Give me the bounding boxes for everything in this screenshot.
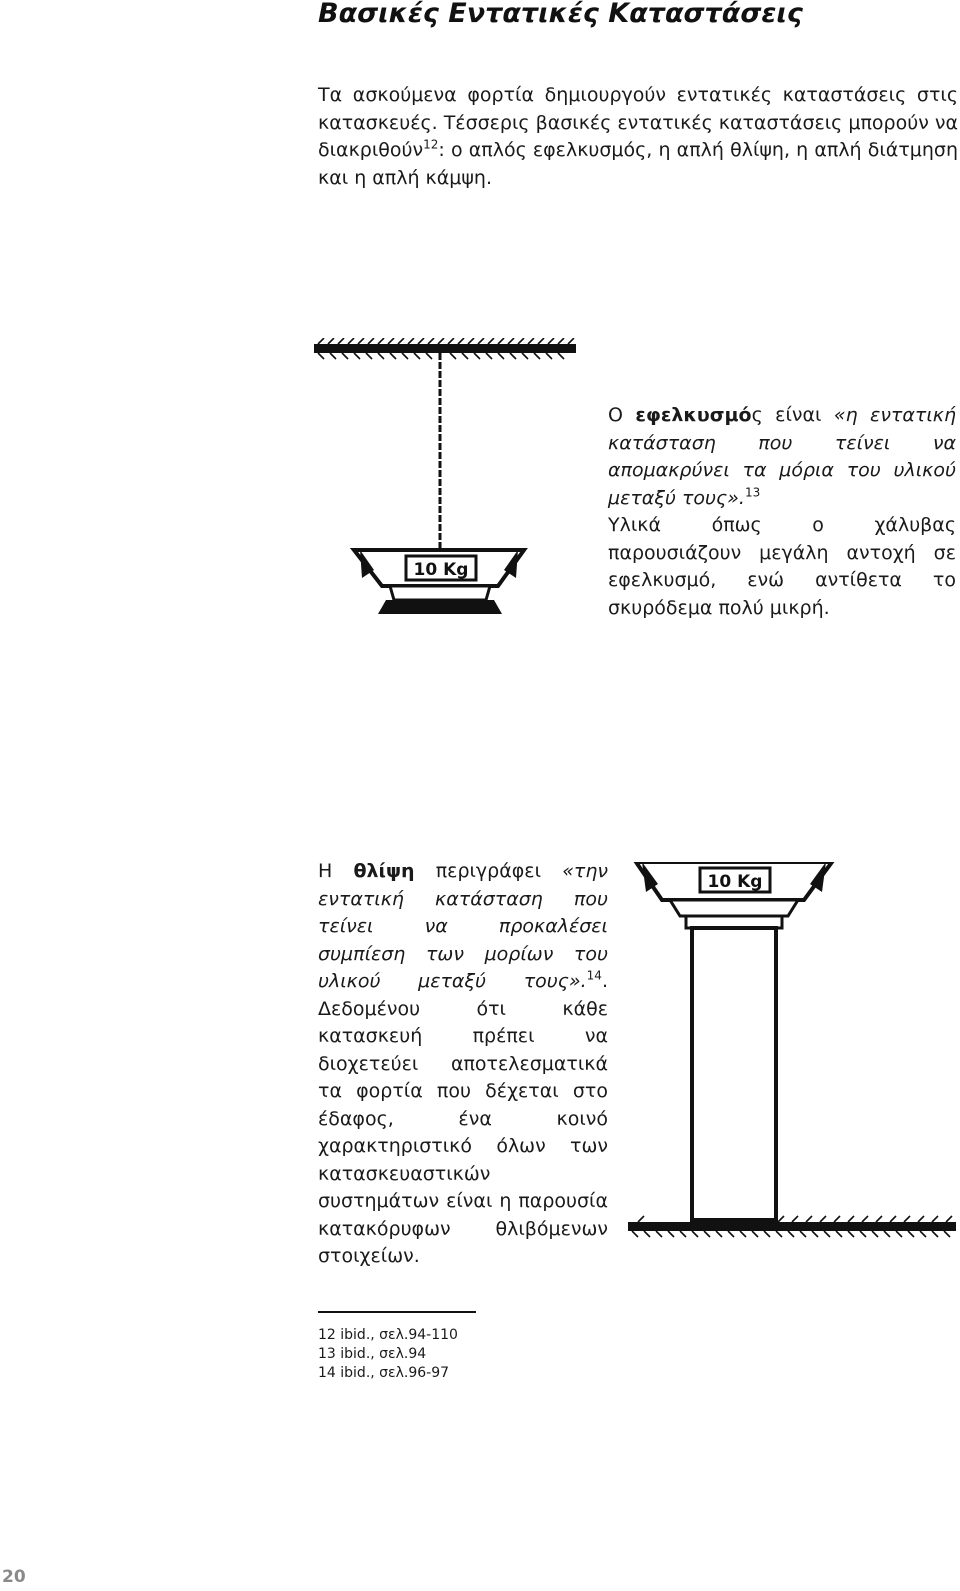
compression-figure (628, 862, 956, 1264)
footnote-ref-13[interactable]: 13 (744, 485, 761, 500)
intro-text-end: : ο απλός εφελκυσμός, η απλή θλίψη, η απλή διάτμηση και η απλή κάμψη. (318, 139, 958, 189)
footnote-item: 14 ibid., σελ.96-97 (318, 1365, 450, 1381)
compression-quote: «την εντατική κατάσταση που τείνει να προκαλέσει συμπίεση των μορίων του υλικού μεταξύ τους». (318, 860, 609, 992)
tension-quote: «η εντατική κατάσταση που τείνει να απομακρύνει τα μόρια του υλικού μεταξύ τους». (608, 404, 957, 509)
footnote-item: 12 ibid., σελ.94-110 (318, 1327, 458, 1343)
tension-lead: Ο (608, 404, 636, 426)
hanging-weight-label: 10 Kg (413, 560, 469, 580)
page-number: 20 (2, 1567, 26, 1587)
compression-term-suffix: περιγράφει (414, 860, 563, 882)
page-title: Βασικές Εντατικές Καταστάσεις (318, 0, 803, 29)
compression-term: θλίψη (353, 860, 415, 882)
tension-body: Υλικά όπως ο χάλυβας παρουσιάζουν μεγάλη αντοχή σε εφελκυσμό, ενώ αντίθετα το σκυρόδεμα πολύ μικρή. (608, 514, 956, 619)
tension-term-suffix: ς είναι (751, 404, 834, 426)
intro-text: Τα ασκούμενα φορτία δημιουργούν εντατικές καταστάσεις στις κατασκευές. Τέσσερις βασικές εντατικές καταστάσεις μπορούν να διακριθούν (318, 84, 958, 161)
footnote-item: 13 ibid., σελ.94 (318, 1346, 427, 1362)
compression-body: . Δεδομένου ότι κάθε κατασκευή πρέπει να διοχετεύει αποτελεσματικά τα φορτία που δέχεται στο έδαφος, ένα κοινό χαρακτηριστικό όλων των κατασκευαστικών συστημάτων είναι η παρουσία κατακόρυφων θλιβόμενων στοιχείων. (318, 970, 608, 1267)
compression-paragraph (318, 858, 608, 1271)
intro-paragraph (318, 82, 958, 192)
tension-term: εφελκυσμό (635, 404, 752, 426)
footnote-ref-12[interactable]: 12 (423, 137, 439, 152)
footnote-divider (318, 1311, 476, 1313)
footnote-ref-14[interactable]: 14 (586, 968, 602, 983)
footnotes-list (318, 1326, 458, 1383)
column-weight-label: 10 Kg (707, 872, 763, 892)
tension-paragraph (608, 402, 956, 622)
tension-figure (312, 338, 580, 620)
compression-lead: Η (318, 860, 354, 882)
